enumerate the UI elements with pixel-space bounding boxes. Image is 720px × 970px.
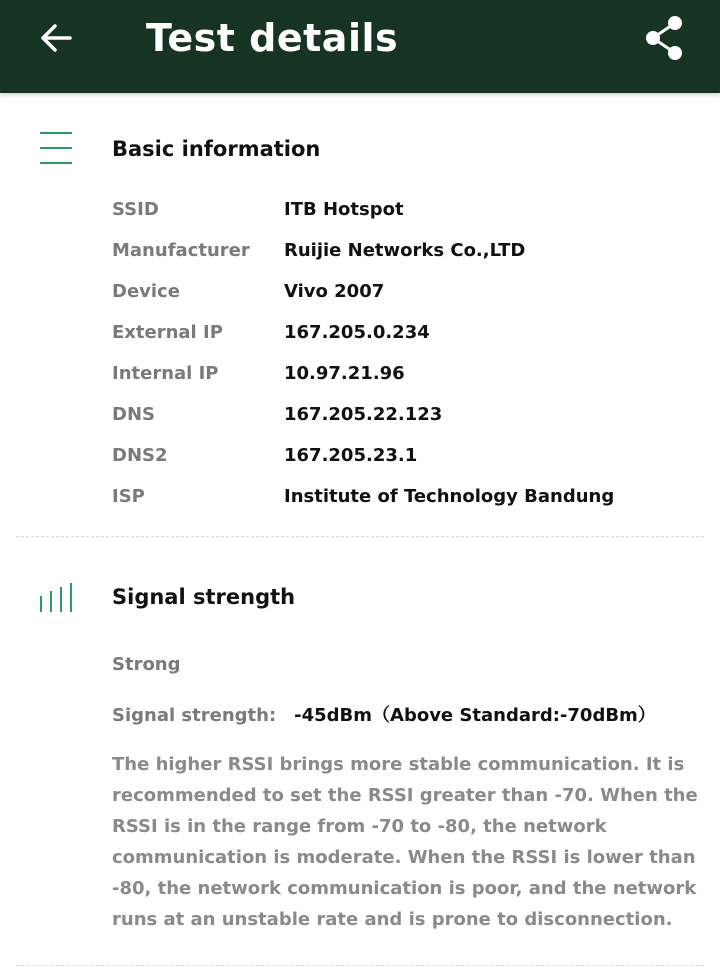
- info-label: ISP: [112, 486, 145, 507]
- info-value: 167.205.23.1: [284, 445, 418, 466]
- info-value: ITB Hotspot: [284, 199, 404, 220]
- signal-strength-value: -45dBm（Above Standard:-70dBm）: [294, 705, 656, 726]
- info-label: External IP: [112, 322, 223, 343]
- arrow-left-icon: [38, 22, 74, 54]
- signal-strength-row: [112, 703, 656, 729]
- info-value: Vivo 2007: [284, 281, 385, 302]
- info-value: 167.205.22.123: [284, 404, 443, 425]
- signal-bars-icon: [38, 582, 74, 614]
- basic-info-title: Basic information: [112, 137, 321, 161]
- info-label: Device: [112, 281, 180, 302]
- info-row-device: [112, 279, 712, 305]
- signal-strength-title: Signal strength: [112, 585, 296, 609]
- info-label: SSID: [112, 199, 159, 220]
- share-button[interactable]: [640, 14, 688, 62]
- info-row-isp: [112, 484, 712, 510]
- info-label: DNS: [112, 404, 155, 425]
- info-value: Ruijie Networks Co.,LTD: [284, 240, 526, 261]
- info-row-dns: [112, 402, 712, 428]
- back-button[interactable]: [34, 18, 78, 58]
- app-bar: [0, 0, 720, 93]
- signal-strength-label: Signal strength:: [112, 705, 277, 726]
- signal-description: The higher RSSI brings more stable communication. It is recommended to set the RSSI greater than -70. When the RSSI is in the range from -70 to -80, the network communication is moderate. When the RSSI is lower than -80, the network communication is poor, and the network runs at an unstable rate and is prone to disconnection.: [112, 754, 698, 930]
- section-divider: [16, 965, 704, 966]
- info-row-dns2: [112, 443, 712, 469]
- info-row-ssid: [112, 197, 712, 223]
- section-divider: [16, 536, 704, 537]
- info-label: Internal IP: [112, 363, 219, 384]
- menu-lines-icon: [38, 131, 74, 167]
- page-title: Test details: [146, 16, 399, 60]
- info-value: 167.205.0.234: [284, 322, 430, 343]
- info-value: 10.97.21.96: [284, 363, 405, 384]
- info-row-internal-ip: [112, 361, 712, 387]
- info-row-manufacturer: [112, 238, 712, 264]
- info-label: DNS2: [112, 445, 168, 466]
- share-icon: [642, 14, 686, 62]
- info-value: Institute of Technology Bandung: [284, 486, 615, 507]
- info-row-external-ip: [112, 320, 712, 346]
- info-label: Manufacturer: [112, 240, 250, 261]
- signal-level: Strong: [112, 654, 181, 675]
